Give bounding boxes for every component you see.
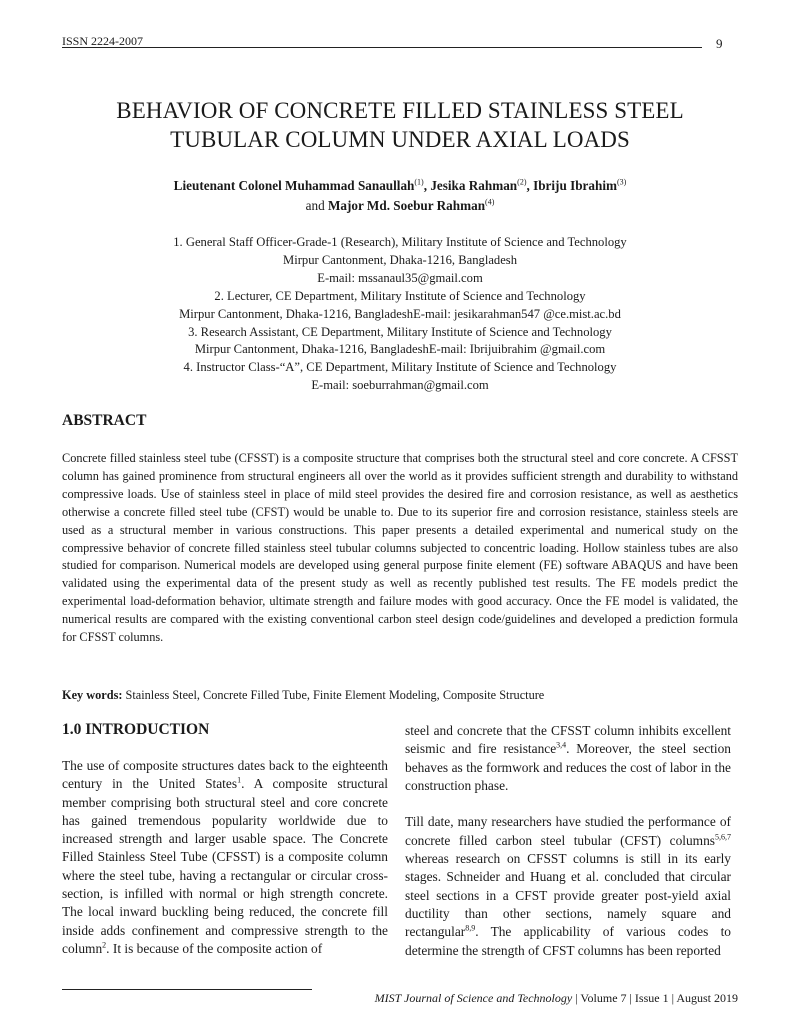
citation: 2	[102, 940, 107, 950]
intro-paragraph-1	[62, 757, 388, 958]
author-sep: ,	[423, 178, 431, 193]
author-name: Major Md. Soebur Rahman	[327, 198, 486, 213]
journal-name: MIST Journal of Science and Technology	[374, 991, 573, 1005]
text-run: . It is because of the composite action of	[106, 940, 323, 956]
affiliation-line: Mirpur Cantonment, Dhaka-1216, BangladeshE-mail: jesikarahman547 @ce.mist.ac.bd	[179, 306, 621, 321]
affiliation-line: 1. General Staff Officer-Grade-1 (Research), Military Institute of Science and Technology	[173, 235, 627, 249]
intro-paragraph-3	[405, 813, 731, 959]
text-run: The use of composite structures dates back to the eighteenth century in the United States	[62, 758, 388, 792]
affiliation-line: Mirpur Cantonment, Dhaka-1216, Bangladesh	[283, 252, 517, 267]
author-name: Lieutenant Colonel Muhammad Sanaullah	[173, 178, 415, 193]
abstract-heading: ABSTRACT	[62, 412, 147, 429]
author-list	[60, 176, 740, 216]
author-name: Jesika Rahman	[430, 178, 518, 193]
abstract-text: Concrete filled stainless steel tube (CFSST) is a composite structure that comprises both the structural steel and core concrete. A CFSST column has gained prominence from structural engineers all over the world as it provides sufficient strength and durability to withstand compressive loads. Use of stainless steel in place of mild steel provides the desired fire and corrosion resistance, as well as aesthetics otherwise a concrete filled steel tube (CFST) would be unable to. Due to its superior fire and corrosion resistance, stainless steels are used as a structural member in various constructions. This paper presents a detailed experimental and numerical study on the compressive behavior of concrete filled stainless steel tubular columns subjected to concentric loading. Hollow stainless tubes are also studied for comparison. Numerical models are developed using general purpose finite element (FE) software ABAQUS and have been validated using the experimental data of the present study as well as recently published test results. The FE models predict the experimental load-deformation behavior, ultimate strength and failure modes with good accuracy. Once the FE model is validated, the numerical results are compared with the existing conventional carbon steel design code/guidelines and developed a prediction formula for CFSST columns.	[62, 451, 738, 645]
citation: 3,4	[556, 740, 567, 750]
issn: ISSN 2224-2007	[62, 34, 144, 48]
affiliation-line: 4. Instructor Class-“A”, CE Department, Military Institute of Science and Technology	[183, 360, 617, 375]
column-right	[405, 722, 731, 978]
text-run: whereas research on CFSST columns is still in its early stages. Schneider and Huang et al. concluded that circular steel sections in a CFST provide greater post-yield axial ductility than other sections, namely square and rectangular	[405, 851, 731, 940]
title-line-2: TUBULAR COLUMN UNDER AXIAL LOADS	[170, 127, 630, 152]
author-mark: (2)	[517, 177, 527, 187]
citation: 5,6,7	[715, 832, 731, 842]
author-line-2	[60, 196, 740, 216]
affiliation-email: E-mail: soeburrahman@gmail.com	[311, 378, 489, 393]
page-number: 9	[716, 36, 723, 51]
affiliation-line: 3. Research Assistant, CE Department, Military Institute of Science and Technology	[188, 324, 612, 339]
author-name: Ibriju Ibrahim	[533, 178, 617, 193]
intro-paragraph-2	[405, 722, 731, 795]
text-run: . The applicability of various codes to determine the strength of CFST columns has been reported	[405, 924, 731, 958]
introduction-heading: 1.0 INTRODUCTION	[62, 721, 210, 738]
text-run: steel and concrete that the CFSST column inhibits excellent seismic and fire resistance	[405, 723, 731, 757]
author-and: and	[305, 198, 328, 213]
header-rule	[62, 47, 702, 48]
title-line-1: BEHAVIOR OF CONCRETE FILLED STAINLESS STEEL	[116, 98, 684, 123]
column-left	[62, 757, 388, 977]
paper-title	[60, 96, 740, 154]
affiliation-line: Mirpur Cantonment, Dhaka-1216, BangladeshE-mail: Ibrijuibrahim @gmail.com	[194, 342, 606, 357]
running-footer	[338, 991, 738, 1006]
author-mark: (1)	[414, 177, 424, 187]
text-run: . Moreover, the steel section behaves as the formwork and reduces the cost of labor in the construction phase.	[405, 741, 731, 793]
affiliation-line: 2. Lecturer, CE Department, Military Institute of Science and Technology	[214, 288, 586, 303]
affiliations	[60, 234, 740, 395]
affiliation-email: E-mail: mssanaul35@gmail.com	[317, 270, 483, 285]
running-header	[62, 32, 702, 50]
footer-rule	[62, 989, 312, 990]
author-line-1	[60, 176, 740, 196]
citation: 8,9	[465, 923, 476, 933]
citation: 1	[237, 775, 242, 785]
keywords	[62, 687, 738, 704]
keywords-label: Key words:	[62, 688, 123, 702]
author-mark: (3)	[616, 177, 627, 187]
text-run: . A composite structural member comprising both structural steel and core concrete has gained tremendous popularity worldwide due to increased strength and larger usable space. The Concrete Filled Stainless Steel Tube (CFSST) is a composite column where the steel tube, having a rectangular or circular cross-section, is infilled with normal or high strength concrete. The local inward buckling being reduced, the concrete fill inside adds confinement and compressive strength to the column	[62, 776, 388, 956]
author-mark: (4)	[485, 197, 495, 207]
keywords-text: Stainless Steel, Concrete Filled Tube, Finite Element Modeling, Composite Structure	[122, 688, 545, 702]
text-run: Till date, many researchers have studied the performance of concrete filled carbon steel tubular (CFST) columns	[405, 814, 731, 848]
issue-details: | Volume 7 | Issue 1 | August 2019	[572, 991, 738, 1005]
author-sep: ,	[526, 178, 534, 193]
